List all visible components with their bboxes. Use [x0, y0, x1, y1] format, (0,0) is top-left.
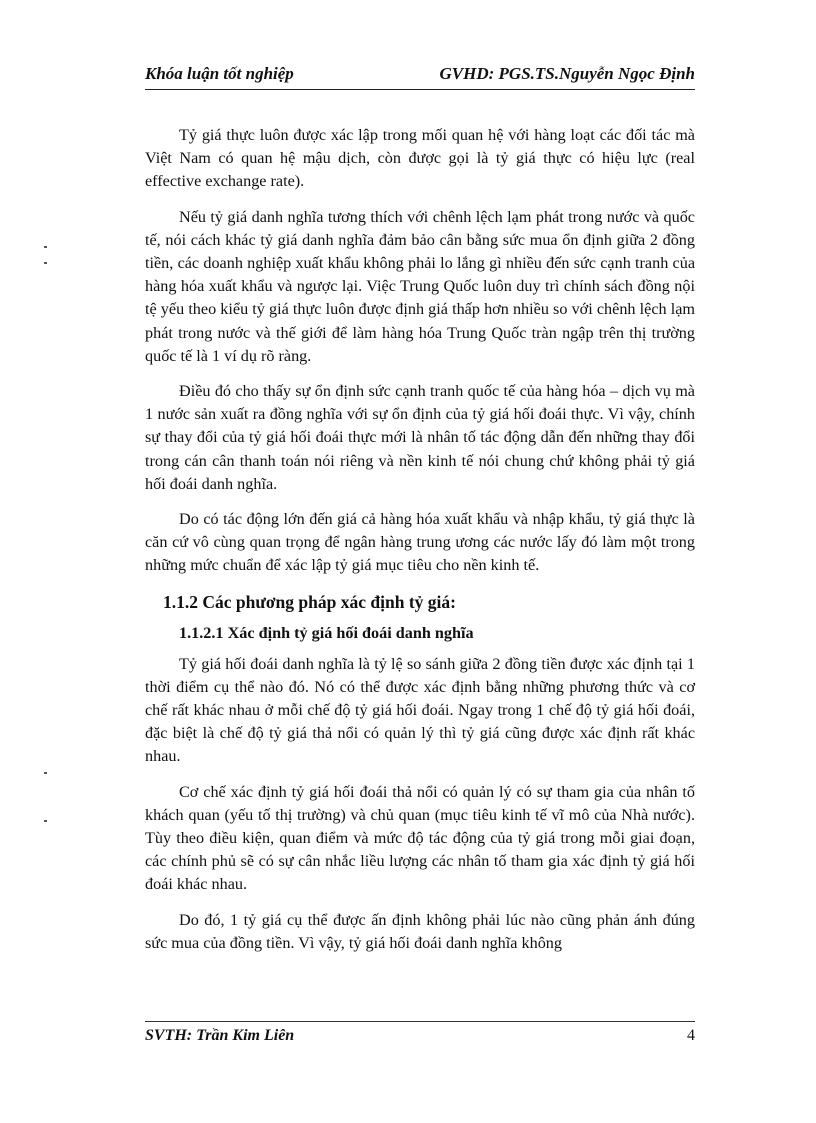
paragraph: Nếu tỷ giá danh nghĩa tương thích với chênh lệch lạm phát trong nước và quốc tế, nói cách khác tỷ giá danh nghĩa đảm bảo cân bằng sức mua ổn định giữa 2 đồng tiền, các doanh nghiệp xuất khẩu không phải lo lắng gì nhiều đến sức cạnh tranh của hàng hóa xuất khẩu và ngược lại. Việc Trung Quốc luôn duy trì chính sách đồng nội tệ yếu theo kiểu tỷ giá thực luôn được định giá thấp hơn nhiều so với chênh lệch lạm phát trong nước và thế giới để làm hàng hóa Trung Quốc tràn ngập trên thị trường quốc tế là 1 ví dụ rõ ràng. — [145, 207, 695, 365]
paragraph: Cơ chế xác định tỷ giá hối đoái thả nổi có quản lý có sự tham gia của nhân tố khách quan (yếu tố thị trường) và chủ quan (mục tiêu kinh tế vĩ mô của Nhà nước). Tùy theo điều kiện, quan điểm và mức độ tác động của tỷ giá trong mỗi giai đoạn, các chính phủ sẽ có sự cân nhắc liều lượng các nhân tố tham gia xác định tỷ giá hối đoái khác nhau. — [145, 782, 695, 894]
scan-artifact — [44, 246, 47, 248]
paragraph: Do có tác động lớn đến giá cả hàng hóa xuất khẩu và nhập khẩu, tỷ giá thực là căn cứ vô cùng quan trọng để ngân hàng trung ương các nước lấy đó làm một trong những mức chuẩn để xác lập tỷ giá mục tiêu cho nền kinh tế. — [145, 510, 695, 575]
footer-author: SVTH: Trần Kim Liên — [145, 1027, 295, 1044]
subsection-heading: 1.1.2.1 Xác định tỷ giá hối đoái danh nghĩa — [179, 623, 474, 642]
scan-artifact — [44, 262, 47, 264]
section-heading: 1.1.2 Các phương pháp xác định tỷ giá: — [163, 591, 456, 612]
page-header — [145, 64, 695, 88]
header-rule — [145, 89, 695, 90]
paragraph: Do đó, 1 tỷ giá cụ thể được ấn định không phải lúc nào cũng phản ánh đúng sức mua của đồng tiền. Vì vậy, tỷ giá hối đoái danh nghĩa không — [145, 910, 695, 952]
page-number: 4 — [687, 1027, 695, 1044]
scan-artifact — [44, 772, 47, 774]
header-supervisor: GVHD: PGS.TS.Nguyễn Ngọc Định — [439, 64, 695, 83]
paragraph: Điều đó cho thấy sự ổn định sức cạnh tranh quốc tế của hàng hóa – dịch vụ mà 1 nước sản xuất ra đồng nghĩa với sự ổn định của tỷ giá hối đoái thực. Vì vậy, chính sự thay đổi của tỷ giá hối đoái thực mới là nhân tố tác động dẫn đến những thay đổi trong cán cân thanh toán nói riêng và nền kinh tế nói chung chứ không phải tỷ giá hối đoái danh nghĩa. — [145, 382, 695, 493]
paragraph: Tỷ giá hối đoái danh nghĩa là tỷ lệ so sánh giữa 2 đồng tiền được xác định tại 1 thời điểm cụ thể nào đó. Nó có thể được xác định bằng những phương thức và cơ chế rất khác nhau ở mỗi chế độ tỷ giá hối đoái. Ngay trong 1 chế độ tỷ giá hối đoái, đặc biệt là chế độ tỷ giá thả nổi có quản lý thì tỷ giá cũng được xác định rất khác nhau. — [145, 654, 695, 766]
footer-rule — [145, 1021, 695, 1022]
paragraph: Tỷ giá thực luôn được xác lập trong mối quan hệ với hàng loạt các đối tác mà Việt Nam có quan hệ mậu dịch, còn được gọi là tỷ giá thực có hiệu lực (real effective exchange rate). — [145, 126, 695, 191]
scan-artifact — [44, 820, 47, 822]
page-body — [145, 124, 695, 967]
header-thesis-title: Khóa luận tốt nghiệp — [145, 64, 294, 83]
